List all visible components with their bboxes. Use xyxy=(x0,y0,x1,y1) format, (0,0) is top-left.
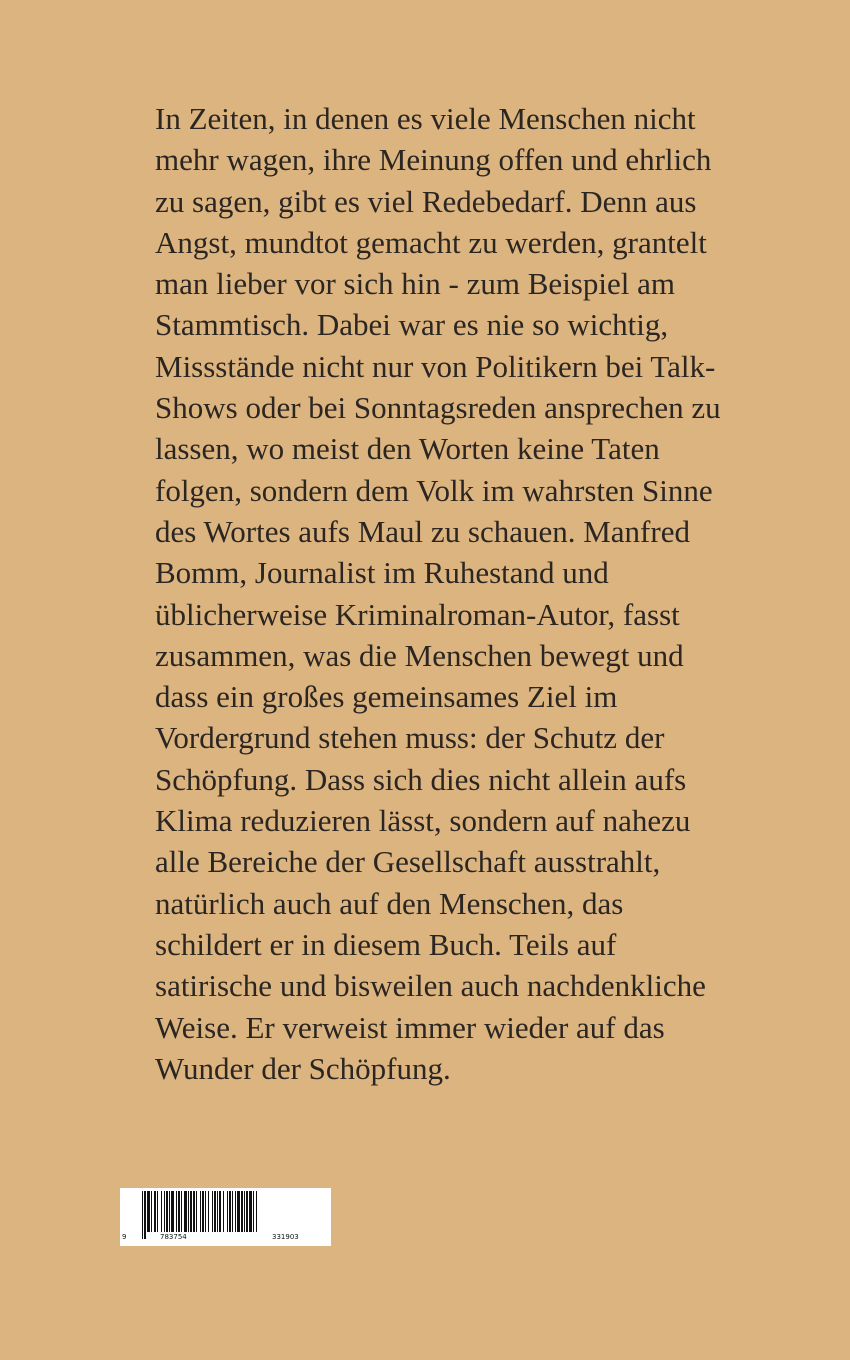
barcode-bar xyxy=(244,1191,245,1232)
barcode-bar xyxy=(200,1191,201,1232)
blurb-line: Missstände nicht nur von Politikern bei Talk- xyxy=(155,348,716,384)
barcode-bar xyxy=(212,1191,213,1232)
barcode-bar xyxy=(219,1191,221,1232)
blurb-line: folgen, sondern dem Volk im wahrsten Sinne xyxy=(155,472,713,508)
barcode-bar xyxy=(169,1191,170,1232)
barcode-bar xyxy=(154,1191,156,1232)
barcode-bar xyxy=(249,1191,252,1232)
blurb-line: zusammen, was die Menschen bewegt und xyxy=(155,637,684,673)
barcode-bar xyxy=(147,1191,150,1232)
blurb-line: dass ein großes gemeinsames Ziel im xyxy=(155,679,618,715)
blurb-text xyxy=(155,98,735,1089)
barcode-bar xyxy=(235,1191,236,1232)
barcode-bar xyxy=(193,1191,195,1232)
barcode-bar xyxy=(190,1191,192,1232)
blurb-line: Bomm, Journalist im Ruhestand und xyxy=(155,555,609,591)
barcode-bar xyxy=(241,1191,243,1232)
blurb-line: Shows oder bei Sonntagsreden ansprechen zu xyxy=(155,390,721,426)
barcode-bar xyxy=(232,1191,233,1232)
barcode-bar xyxy=(256,1191,257,1232)
barcode-bar xyxy=(253,1191,254,1232)
barcode-bar xyxy=(188,1191,189,1232)
barcode-bar xyxy=(151,1191,152,1232)
barcode-bar xyxy=(223,1191,224,1232)
blurb-line: Stammtisch. Dabei war es nie so wichtig, xyxy=(155,307,669,343)
blurb-line: mehr wagen, ihre Meinung offen und ehrlich xyxy=(155,142,712,178)
barcode-bar xyxy=(176,1191,177,1232)
barcode-digits-left: 783754 xyxy=(160,1233,187,1241)
blurb-line: Angst, mundtot gemacht zu werden, grantelt xyxy=(155,224,707,260)
barcode-bar xyxy=(164,1191,165,1232)
blurb-line: lassen, wo meist den Worten keine Taten xyxy=(155,431,660,467)
barcode-bar xyxy=(229,1191,231,1232)
barcode-bar xyxy=(178,1191,180,1232)
barcode-digit-first: 9 xyxy=(122,1233,127,1241)
blurb-line: Weise. Er verweist immer wieder auf das xyxy=(155,1009,665,1045)
blurb-line: natürlich auch auf den Menschen, das xyxy=(155,885,624,921)
blurb-line: satirische und bisweilen auch nachdenkliche xyxy=(155,968,706,1004)
blurb-line: schildert er in diesem Buch. Teils auf xyxy=(155,926,617,962)
isbn-barcode xyxy=(120,1188,331,1246)
barcode-bar xyxy=(227,1191,228,1232)
blurb-line: In Zeiten, in denen es viele Menschen nicht xyxy=(155,101,696,136)
barcode-bar xyxy=(205,1191,206,1232)
barcode-bar xyxy=(142,1191,143,1239)
barcode-bar xyxy=(214,1191,216,1232)
blurb-line: man lieber vor sich hin - zum Beispiel am xyxy=(155,266,675,302)
blurb-line: Wunder der Schöpfung. xyxy=(155,1050,451,1086)
barcode-bar xyxy=(166,1191,168,1232)
blurb-line: alle Bereiche der Gesellschaft ausstrahlt, xyxy=(155,844,661,880)
barcode-bar xyxy=(202,1191,204,1232)
barcode-bar xyxy=(184,1191,187,1232)
blurb-line: Klima reduzieren lässt, sondern auf nahezu xyxy=(155,803,691,839)
barcode-bar xyxy=(196,1191,197,1232)
blurb-line: zu sagen, gibt es viel Redebedarf. Denn aus xyxy=(155,183,697,219)
barcode-bar xyxy=(246,1191,248,1232)
blurb-line: üblicherweise Kriminalroman-Autor, fasst xyxy=(155,596,680,632)
barcode-bar xyxy=(157,1191,158,1232)
barcode-digits-right: 331903 xyxy=(272,1233,299,1241)
barcode-bar xyxy=(144,1191,146,1239)
blurb-line: Vordergrund stehen muss: der Schutz der xyxy=(155,720,665,756)
barcode-bar xyxy=(171,1191,174,1232)
barcode-bar xyxy=(208,1191,209,1232)
blurb-line: des Wortes aufs Maul zu schauen. Manfred xyxy=(155,513,690,549)
barcode-bar xyxy=(161,1191,162,1232)
blurb-line: Schöpfung. Dass sich dies nicht allein aufs xyxy=(155,761,687,797)
barcode-bar xyxy=(217,1191,218,1232)
barcode-bars-graphic xyxy=(120,1188,331,1246)
barcode-bar xyxy=(237,1191,240,1232)
barcode-bar xyxy=(181,1191,182,1232)
